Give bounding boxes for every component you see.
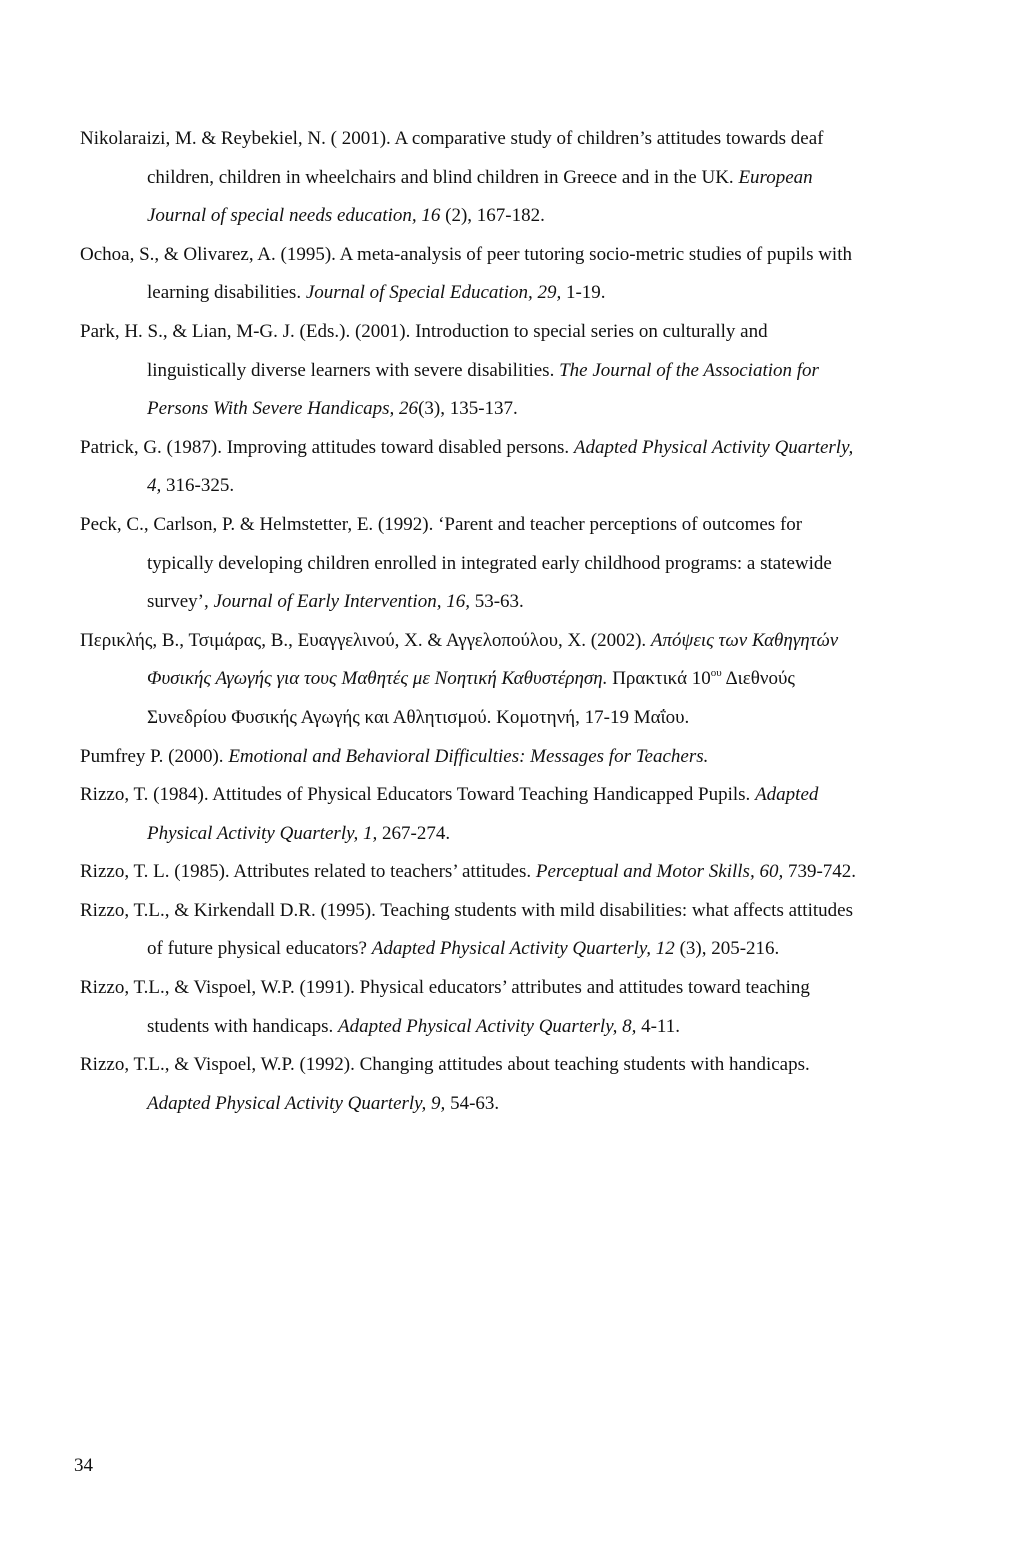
- ref-journal: Adapted Physical Activity Quarterly, 12: [371, 938, 675, 960]
- ref-text: 739-742.: [783, 861, 857, 883]
- ref-text: 53-63.: [469, 591, 524, 613]
- ref-text: 4-11.: [636, 1015, 680, 1037]
- ref-journal: Adapted Physical Activity Quarterly, 1,: [147, 784, 819, 844]
- ref-journal: Adapted Physical Activity Quarterly, 8,: [338, 1015, 637, 1037]
- ref-journal: Journal of Early Intervention, 16,: [213, 591, 470, 613]
- ref-text: Πρακτικά 10: [607, 668, 711, 690]
- ref-text: Ochoa, S., & Olivarez, A. (1995). A meta-analysis of peer tutoring socio-metric studies of pupils with learning disabilities.: [80, 243, 852, 304]
- ref-text: 1-19.: [561, 282, 606, 304]
- ref-text: (3), 205-216.: [674, 938, 780, 960]
- ref-text: Park, H. S., & Lian, M-G. J. (Eds.). (2001). Introduction to special series on culturally and linguistically diverse learners with severe disabilities.: [80, 320, 768, 381]
- ref-journal: European Journal of special needs education, 16: [147, 166, 813, 227]
- ref-text: Περικλής, Β., Τσιμάρας, Β., Ευαγγελινού, Χ. & Αγγελοπούλου, Χ. (2002).: [80, 629, 651, 651]
- ref-text: Rizzo, T.L., & Vispoel, W.P. (1991). Physical educators’ attributes and attitudes toward teaching students with handicaps.: [80, 977, 810, 1037]
- reference-entry: [80, 1046, 870, 1123]
- reference-list: [80, 120, 870, 1123]
- ref-text: Rizzo, T. (1984). Attitudes of Physical Educators Toward Teaching Handicapped Pupils.: [80, 784, 756, 806]
- reference-entry: [80, 892, 870, 969]
- reference-entry: [80, 313, 870, 429]
- ref-journal: The Journal of the Association for Persons With Severe Handicaps, 26: [147, 359, 819, 420]
- ref-journal: Adapted Physical Activity Quarterly, 4,: [147, 436, 854, 497]
- ref-journal: Perceptual and Motor Skills, 60,: [535, 861, 784, 883]
- ref-text: Patrick, G. (1987). Improving attitudes toward disabled persons.: [80, 436, 574, 458]
- ref-superscript: ου: [710, 667, 722, 680]
- ref-text: Rizzo, T.L., & Vispoel, W.P. (1992). Changing attitudes about teaching students with handicaps.: [80, 1054, 810, 1076]
- ref-text: Pumfrey P. (2000).: [80, 745, 229, 767]
- ref-title: Απόψεις των Καθηγητών Φυσικής Αγωγής για τους Μαθητές με Νοητική Καθυστέρηση.: [147, 629, 839, 690]
- ref-text: (2), 167-182.: [440, 205, 545, 227]
- ref-text: Rizzo, T. L. (1985). Attributes related to teachers’ attitudes.: [80, 861, 536, 883]
- page-number: 34: [74, 1455, 93, 1476]
- ref-journal: Adapted Physical Activity Quarterly, 9,: [147, 1092, 446, 1114]
- ref-text: Διεθνούς Συνεδρίου Φυσικής Αγωγής και Αθλητισμού. Κομοτηνή, 17-19 Μαΐου.: [147, 668, 795, 728]
- reference-entry: [80, 969, 870, 1046]
- ref-text: (3), 135-137.: [418, 398, 518, 420]
- ref-text: Peck, C., Carlson, P. & Helmstetter, E. (1992). ‘Parent and teacher perceptions of outcomes for typically developing children enrolled in integrated early childhood programs: a statewide survey’,: [80, 513, 832, 613]
- reference-entry: [80, 622, 870, 738]
- ref-text: 316-325.: [161, 475, 235, 497]
- ref-title: Emotional and Behavioral Difficulties: Messages for Teachers.: [228, 745, 709, 767]
- reference-entry: [80, 429, 870, 506]
- reference-entry: [80, 738, 870, 777]
- reference-entry: [80, 506, 870, 622]
- ref-text: Rizzo, T.L., & Kirkendall D.R. (1995). Teaching students with mild disabilities: what affects attitudes of future physical educators?: [80, 899, 853, 960]
- ref-text: Nikolaraizi, M. & Reybekiel, N. ( 2001). A comparative study of children’s attitudes towards deaf children, children in wheelchairs and blind children in Greece and in the UK.: [80, 128, 824, 188]
- reference-entry: [80, 236, 870, 313]
- reference-entry: [80, 120, 870, 236]
- ref-text: 54-63.: [445, 1092, 500, 1114]
- ref-text: 267-274.: [377, 822, 451, 844]
- reference-entry: [80, 853, 870, 892]
- reference-entry: [80, 776, 870, 853]
- ref-journal: Journal of Special Education, 29,: [305, 282, 562, 304]
